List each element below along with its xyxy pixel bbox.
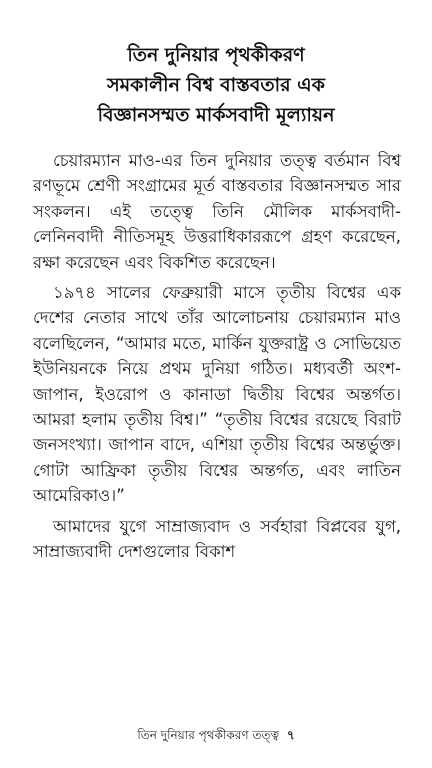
title-line-1: তিন দুনিয়ার পৃথকীকরণ	[127, 44, 305, 66]
paragraph: ১৯৭৪ সালের ফেব্রুয়ারী মাসে তৃতীয় বিশ্বের এক দেশের নেতার সাথে তাঁর আলোচনায় চেয়ারম্যান মাও বলেছিলেন, “আমার মতে, মার্কিন যুক্তরাষ্ট্র ও সোভিয়েত ইউনিয়নকে নিয়ে প্রথম দুনিয়া গঠিত। মধ্যবর্তী অংশ-জাপান, ইওরোপ ও কানাডা দ্বিতীয় বিশ্বের অন্তর্গত। আমরা হলাম তৃতীয় বিশ্ব।” “তৃতীয় বিশ্বের রয়েছে বিরাট জনসংখ্যা। জাপান বাদে, এশিয়া তৃতীয় বিশ্বের অন্তর্ভুক্ত। গোটা আফ্রিকা তৃতীয় বিশ্বের অন্তর্গত, এবং লাতিন আমেরিকাও।”	[33, 283, 401, 506]
running-title: তিন দুনিয়ার পৃথকীকরণ তত্ত্ব	[137, 728, 279, 742]
body-text	[33, 148, 401, 565]
paragraph: চেয়ারম্যান মাও-এর তিন দুনিয়ার তত্ত্ব বর্তমান বিশ্ব রণভূমে শ্রেণী সংগ্রামের মূর্ত বাস্তবতার বিজ্ঞানসম্মত সার সংকলন। এই তত্ত্বে তিনি মৌলিক মার্কসবাদী-লেনিনবাদী নীতিসমূহ উত্তরাধিকাররূপে গ্রহণ করেছেন, রক্ষা করেছেন এবং বিকশিত করেছেন।	[33, 151, 401, 272]
title-line-3: বিজ্ঞানসম্মত মার্কসবাদী মূল্যায়ন	[97, 104, 335, 126]
chapter-title	[0, 40, 432, 130]
page-footer	[0, 727, 432, 743]
title-line-2: সমকালীন বিশ্ব বাস্তবতার এক	[107, 74, 325, 96]
paragraph: আমাদের যুগে সাম্রাজ্যবাদ ও সর্বহারা বিপ্লবের যুগ, সাম্রাজ্যবাদী দেশগুলোর বিকাশ	[33, 516, 401, 562]
page-number: ৭	[286, 728, 295, 742]
